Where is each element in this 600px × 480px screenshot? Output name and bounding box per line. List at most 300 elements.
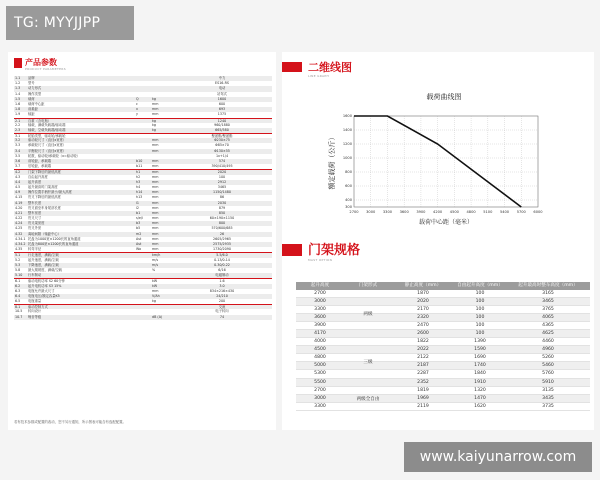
mast-cell: 4460	[542, 339, 554, 345]
spec-cell-no: 1.2	[15, 81, 21, 86]
spec-cell-no: 6.1	[15, 279, 21, 284]
spec-cell-sym	[136, 315, 152, 320]
spec-cell-no: 6.5	[15, 299, 21, 304]
mast-cell: 2119	[417, 403, 429, 409]
spec-cell-no: 4.35	[15, 247, 23, 252]
spec-cell-unit: kg	[152, 118, 157, 123]
spec-cell-unit: mm	[152, 174, 159, 179]
mast-cell: 2170	[417, 307, 429, 313]
x-tick-label: 4500	[449, 210, 459, 214]
spec-cell-unit: mm	[152, 159, 159, 163]
x-tick-label: 3600	[399, 210, 409, 214]
spec-cell-no: 4.32	[15, 231, 23, 236]
mast-cell: 100	[475, 323, 485, 329]
spec-cell-desc: 轴载，空载负载端/驱动端	[28, 127, 66, 132]
spec-cell-sym: b5	[136, 226, 141, 231]
watermark: www.kaiyunarrow.com	[404, 442, 592, 472]
spec-cell-desc: 动力形式	[28, 86, 42, 91]
mast-cell: 100	[475, 307, 485, 313]
mast-cell: 2700	[314, 387, 326, 393]
x-tick-label: 5400	[499, 210, 510, 214]
spec-cell-unit: mm	[152, 143, 159, 148]
spec-cell-unit: mm	[152, 210, 159, 215]
spec-cell-val: 1240	[217, 118, 227, 123]
spec-cell-desc: 平衡轮尺寸（直径x宽度）	[28, 148, 67, 153]
y-tick-label: 1600	[342, 114, 352, 119]
x-tick-label: 2700	[349, 210, 359, 214]
spec-cell-sym: b11	[136, 164, 143, 169]
chart-title: 载荷曲线图	[426, 93, 462, 101]
spec-cell-val: 665/580	[215, 127, 229, 132]
spec-cell-unit: mm	[152, 138, 159, 143]
spec-cell-desc: 承载轮尺寸（直径x宽度）	[28, 143, 67, 148]
mast-cell: 3900	[314, 323, 326, 329]
mast-cell: 2022	[417, 347, 429, 353]
x-tick-label: 4200	[433, 210, 443, 214]
spec-cell-desc: 后轮距，承载端	[28, 164, 52, 169]
spec-cell-val: 24/210	[216, 293, 228, 298]
spec-cell-val: 1375	[217, 112, 227, 117]
mast-table	[296, 282, 590, 411]
spec-cell-unit: mm	[152, 231, 159, 236]
spec-row	[14, 128, 272, 133]
spec-cell-no: 4.34.1	[15, 236, 26, 241]
spec-cell-val: 693	[218, 107, 226, 112]
spec-cell-desc: 行走速度，满载/空载	[28, 253, 59, 258]
spec-table	[14, 76, 272, 320]
spec-cell-no: 4.4	[15, 179, 21, 184]
spec-cell-unit: mm	[152, 288, 159, 293]
mast-cell: 2020	[417, 299, 429, 305]
spec-cell-desc: 最大爬坡度，满载/空载	[28, 267, 63, 272]
mast-cell: 5300	[314, 371, 326, 377]
spec-cell-unit: kg	[152, 299, 157, 304]
mast-cell: 3435	[542, 395, 554, 401]
spec-cell-val: ES16-RS	[215, 81, 229, 86]
mast-cell: 1470	[474, 395, 486, 401]
spec-cell-val: 1x+1/4	[215, 153, 229, 158]
mast-type-label: 两级	[363, 312, 373, 318]
x-axis-label: 载荷中心距（毫米）	[418, 219, 474, 226]
spec-cell-no: 1.4	[15, 91, 21, 96]
spec-cell-no: 6.3	[15, 288, 21, 293]
mast-cell: 3465	[542, 299, 554, 305]
spec-cell-unit: mm	[152, 216, 159, 221]
spec-cell-no: 4.20	[15, 205, 23, 210]
spec-cell-desc: 托盘为800宽×1200长的直角通道	[28, 242, 79, 246]
x-tick-label: 3000	[366, 210, 376, 214]
mast-row	[296, 338, 590, 346]
spec-row	[14, 273, 272, 278]
mast-cell: 2187	[417, 363, 429, 369]
spec-cell-sym: x	[136, 107, 138, 112]
spec-cell-desc: 自由起升高度	[28, 174, 48, 179]
spec-cell-sym: h13	[136, 195, 143, 200]
mast-cell: 3765	[542, 307, 554, 313]
spec-cell-desc: 轮胎类型，驱动轮/承载轮	[28, 134, 66, 139]
spec-cell-unit: mm	[152, 247, 159, 252]
spec-cell-unit: mm	[152, 184, 159, 189]
spec-cell-desc: 托盘为1000宽×1200长的直角通道	[28, 236, 81, 241]
spec-cell-val: 26	[219, 231, 225, 236]
spec-cell-val: 60×190×1150	[209, 216, 235, 221]
spec-cell-unit: dB (A)	[152, 314, 163, 319]
spec-cell-sym: Ast	[136, 242, 142, 246]
spec-cell-unit: kg	[152, 122, 157, 127]
spec-cell-val: 5.5/6.0	[216, 253, 228, 258]
spec-cell-desc: 自重（含电瓶）	[28, 118, 52, 123]
spec-cell-sym: h2	[136, 174, 141, 179]
spec-row	[14, 164, 272, 169]
mast-row	[296, 379, 590, 387]
spec-row	[14, 299, 272, 304]
mast-header-cell: 静止高度（mm）	[404, 283, 442, 288]
spec-cell-val: 1730/2090	[213, 247, 231, 252]
mast-cell: 5460	[542, 363, 554, 369]
mast-cell: 4960	[542, 347, 554, 353]
spec-cell-val: Φ130×55	[214, 148, 230, 153]
mast-cell: 1819	[417, 387, 429, 393]
spec-cell-desc: 起升高度	[28, 179, 42, 184]
spec-cell-val: Φ85×70	[215, 143, 229, 148]
spec-cell-sym: b10	[136, 159, 143, 163]
mast-cell: 3600	[314, 315, 326, 321]
mast-cell: 5000	[314, 363, 326, 369]
spec-cell-sym: Wa	[136, 247, 142, 252]
spec-cell-desc: 驱动控制方式	[28, 305, 48, 310]
mast-cell: 4625	[542, 331, 554, 337]
spec-cell-no: 4.25	[15, 226, 23, 231]
product-parameters-page	[8, 52, 276, 430]
y-tick-label: 1200	[342, 142, 352, 147]
spec-cell-no: 5.8	[15, 267, 21, 272]
spec-note: 若有技术参数或配置的改动，恕不另行通知，所示图表可能含有选配配置。	[14, 420, 126, 424]
spec-cell-desc: 转向设计	[28, 309, 42, 314]
spec-cell-no: 4.15	[15, 195, 23, 200]
spec-cell-sym: Q	[136, 96, 139, 101]
spec-cell-val: 834×216×430	[209, 288, 235, 293]
spec-cell-unit: kg	[152, 127, 157, 132]
mast-header-cell: 门架形式	[358, 283, 378, 288]
spec-cell-desc: 电瓶允许最大尺寸	[28, 288, 55, 293]
mast-type-spacer	[344, 330, 392, 337]
mast-header-cell: 自由起升高度（mm）	[457, 283, 503, 288]
graph-subtitle: LINE GRAPH	[308, 74, 330, 78]
spec-cell-no: 8.1	[15, 305, 21, 310]
spec-cell-unit: mm	[152, 236, 159, 241]
spec-cell-val: 1150/1480	[213, 190, 231, 195]
mast-row	[296, 346, 590, 354]
spec-cell-unit: V/Ah	[152, 293, 160, 298]
mast-row	[296, 290, 590, 298]
mast-cell: 2320	[417, 315, 429, 321]
mast-cell: 4500	[314, 347, 326, 353]
spec-cell-val: 200	[218, 299, 226, 304]
spec-cell-sym: h3	[136, 179, 141, 184]
mast-section-header	[282, 244, 360, 262]
spec-cell-no: 4.21	[15, 210, 23, 215]
spec-cell-val: 交流	[218, 305, 226, 310]
spec-cell-sym	[136, 299, 152, 304]
spec-cell-desc: 操作位置手柄杆最小/最大高度	[28, 190, 72, 195]
mast-cell: 1822	[417, 339, 429, 345]
mast-row	[296, 306, 590, 314]
spec-cell-unit: mm	[152, 164, 159, 169]
mast-cell: 3300	[314, 403, 326, 409]
mast-type-spacer	[344, 387, 392, 394]
spec-cell-sym: l1	[136, 200, 140, 205]
mast-cell: 2122	[417, 355, 429, 361]
spec-cell-no: 1.1	[15, 76, 21, 80]
spec-cell-unit: kW	[152, 283, 158, 288]
mast-cell: 1690	[474, 355, 486, 361]
spec-cell-sym	[136, 128, 152, 133]
spec-cell-unit: mm	[152, 107, 159, 112]
spec-cell-val: 电磁制动	[215, 273, 229, 278]
mast-row	[296, 403, 590, 411]
mast-cell: 5910	[542, 379, 554, 385]
spec-cell-sym: l2	[136, 205, 140, 210]
spec-cell-no: 10.7	[15, 314, 23, 319]
spec-cell-unit: mm	[152, 148, 159, 153]
mast-cell: 4170	[314, 331, 326, 337]
x-tick-label: 3300	[382, 210, 393, 214]
spec-cell-sym: b3	[136, 221, 141, 226]
graph-and-mast-page	[282, 52, 594, 430]
mast-type-spacer	[344, 338, 392, 345]
spec-cell-no: 5.10	[15, 273, 23, 278]
spec-cell-no: 1.8	[15, 107, 21, 112]
y-axis-label: 额定载荷（公斤）	[328, 133, 336, 190]
mast-row	[296, 330, 590, 338]
spec-cell-desc: 货叉下降后的最低高度	[28, 195, 61, 200]
spec-cell-unit: kg	[152, 96, 157, 101]
spec-cell-desc: 操作类型	[28, 91, 42, 96]
spec-cell-val: 600	[218, 101, 226, 106]
spec-cell-desc: 轴距	[28, 112, 35, 117]
spec-cell-unit: mm	[152, 242, 159, 246]
spec-cell-val: 879	[218, 205, 226, 210]
mast-cell: 1969	[417, 395, 429, 401]
spec-cell-val: 74	[219, 314, 225, 319]
mast-cell: 3135	[542, 387, 554, 393]
spec-cell-unit: mm	[152, 195, 159, 200]
spec-cell-val: 86	[219, 195, 225, 200]
spec-cell-no: 4.3	[15, 174, 21, 179]
spec-cell-unit: %	[152, 267, 156, 272]
spec-cell-val: 2575/2935	[213, 242, 231, 246]
mast-cell: 1870	[417, 291, 429, 296]
spec-cell-val: 3465	[217, 184, 227, 189]
spec-cell-val: 1600	[217, 96, 227, 101]
mast-row	[296, 298, 590, 306]
mast-header-cell: 起升高度	[310, 283, 330, 288]
spec-cell-no: 2.1	[15, 118, 21, 123]
spec-cell-desc: 噪音等级	[28, 314, 42, 319]
mast-row	[296, 322, 590, 330]
y-tick-label: 1000	[342, 156, 352, 161]
mast-cell: 1740	[474, 363, 486, 369]
spec-cell-val: 电动	[218, 86, 226, 91]
spec-cell-no: 4.9	[15, 190, 21, 195]
spec-cell-desc: 电瓶重量	[28, 299, 42, 304]
spec-cell-no: 2.3	[15, 127, 21, 132]
mast-row	[296, 354, 590, 362]
spec-cell-no: 3.2	[15, 138, 21, 143]
mast-type-spacer	[344, 370, 392, 377]
spec-cell-sym: h14	[136, 190, 143, 195]
spec-cell-val: 2020	[217, 170, 227, 175]
spec-cell-val: 中力	[218, 76, 226, 80]
x-tick-label: 5100	[483, 210, 493, 214]
spec-cell-unit	[152, 273, 172, 278]
spec-cell-desc: 驱动轮尺寸（直径x宽度）	[28, 138, 67, 143]
spec-cell-val: 574	[218, 159, 226, 163]
mast-cell: 1620	[474, 403, 486, 409]
mast-cell: 2600	[417, 331, 429, 337]
mast-type-spacer	[344, 290, 392, 297]
spec-cell-unit: mm	[152, 226, 159, 231]
mast-cell: 5260	[542, 355, 554, 361]
y-tick-label: 400	[345, 198, 352, 203]
y-tick-label: 300	[345, 205, 352, 210]
spec-cell-no: 1.6	[15, 101, 21, 106]
mast-cell: 3165	[542, 291, 554, 296]
mast-type-label: 两级全自由	[356, 396, 380, 402]
spec-cell-desc: 载荷	[28, 96, 35, 101]
spec-subtitle: PRODUCT PARAMETERS	[25, 67, 66, 71]
mast-cell: 100	[475, 291, 485, 296]
spec-cell-no: 3.3	[15, 143, 21, 148]
mast-cell: 3300	[314, 307, 326, 313]
mast-header-cell: 起升最高时整车高度（mm）	[518, 283, 578, 288]
spec-cell-no: 3.6	[15, 159, 21, 163]
mast-type-spacer	[344, 322, 392, 329]
spec-cell-val: 800	[218, 221, 226, 226]
spec-section-header	[14, 58, 66, 71]
spec-cell-desc: 驱动电机功率 S2 60分钟	[28, 279, 65, 284]
tag-label: TG: MYYJJPP	[6, 6, 134, 40]
spec-cell-unit: mm	[152, 221, 159, 226]
spec-cell-val: 6/16	[218, 267, 226, 272]
spec-cell-desc: 起升速度，满载/空载	[28, 257, 59, 262]
spec-cell-desc: 下降速度，满载/空载	[28, 262, 59, 267]
spec-row	[14, 112, 272, 117]
spec-cell-desc: 转弯半径	[28, 247, 42, 252]
graph-title: 二维线图	[308, 61, 352, 74]
spec-cell-desc: 轮数，驱动轮/承载轮（x=驱动轮）	[28, 153, 80, 158]
section-accent-bar	[282, 244, 302, 256]
spec-cell-desc: 货叉架宽度	[28, 221, 45, 226]
mast-cell: 100	[475, 331, 485, 337]
spec-cell-sym: b1	[136, 210, 141, 215]
x-tick-label: 6000	[533, 210, 543, 214]
mast-row	[296, 370, 590, 378]
spec-cell-desc: 载荷中心距	[28, 101, 45, 106]
mast-cell: 3000	[314, 395, 326, 401]
mast-cell: 100	[475, 299, 485, 305]
spec-cell-no: 4.2	[15, 170, 21, 175]
spec-cell-desc: 整车宽度	[28, 210, 42, 215]
mast-cell: 1590	[474, 347, 486, 353]
mast-type-spacer	[344, 346, 392, 353]
mast-type-label: 三级	[363, 360, 373, 366]
spec-cell-desc: 离地间隙（轴距中心）	[28, 231, 61, 236]
mast-table-header	[296, 282, 590, 290]
mast-cell: 2470	[417, 323, 429, 329]
spec-cell-sym: h1	[136, 170, 141, 175]
spec-cell-unit: mm	[152, 205, 159, 210]
spec-row	[14, 315, 272, 320]
x-tick-label: 4800	[466, 210, 476, 214]
spec-cell-unit: mm	[152, 190, 159, 195]
y-tick-label: 1400	[342, 128, 352, 133]
spec-cell-desc: 起升最高时门架高度	[28, 184, 58, 189]
spec-cell-no: 10.5	[15, 309, 23, 314]
spec-cell-val: 聚氨酯/聚氨酯	[211, 134, 233, 139]
mast-row	[296, 362, 590, 370]
spec-cell-val: 0.13/0.14	[214, 257, 230, 262]
x-tick-label: 3900	[416, 210, 426, 214]
spec-cell-desc: 品牌	[28, 76, 35, 80]
mast-cell: 4000	[314, 339, 326, 345]
spec-cell-desc: 货叉外宽	[28, 226, 42, 231]
spec-cell-sym: h4	[136, 184, 141, 189]
mast-cell: 100	[475, 315, 485, 321]
spec-cell-val: 390/410/495	[211, 164, 233, 169]
spec-cell-unit: mm	[152, 101, 159, 106]
mast-type-spacer	[344, 298, 392, 305]
spec-cell-sym: m2	[136, 231, 142, 236]
spec-cell-desc: 前悬距	[28, 107, 38, 112]
spec-cell-no: 2.2	[15, 122, 21, 127]
spec-cell-desc: 前轮距，承载端	[28, 159, 52, 163]
spec-cell-val: Φ230×75	[214, 138, 230, 143]
y-tick-label: 600	[345, 184, 352, 189]
spec-row	[14, 247, 272, 252]
spec-cell-val: 2605/2965	[213, 236, 231, 241]
spec-cell-no: 5.1	[15, 253, 21, 258]
mast-row	[296, 314, 590, 322]
spec-cell-no: 4.22	[15, 216, 23, 221]
mast-cell: 1840	[474, 371, 486, 377]
mast-cell: 2352	[417, 379, 429, 385]
spec-cell-desc: 行车制动	[28, 273, 42, 278]
spec-cell-no: 5.3	[15, 262, 21, 267]
mast-cell: 3000	[314, 299, 326, 305]
mast-cell: 4065	[542, 315, 554, 321]
spec-cell-desc: 轴载，满载负载端/驱动端	[28, 122, 66, 127]
spec-cell-no: 3.1	[15, 134, 21, 139]
mast-title: 门架规格	[308, 243, 361, 258]
spec-cell-no: 3.5	[15, 153, 21, 158]
mast-cell: 4365	[542, 323, 554, 329]
spec-cell-val: 2912	[217, 179, 227, 184]
spec-cell-unit: mm	[152, 170, 159, 175]
mast-cell: 5500	[314, 379, 326, 385]
spec-cell-desc: 起升电机功率 S3 15%	[28, 283, 62, 288]
spec-cell-val: 电子转向	[215, 309, 229, 314]
spec-cell-unit: kW	[152, 279, 158, 284]
spec-cell-no: 4.34.2	[15, 242, 26, 246]
load-curve-chart	[282, 52, 594, 252]
spec-cell-desc: 整车长度	[28, 200, 42, 205]
mast-cell: 2287	[417, 371, 429, 377]
spec-cell-no: 1.5	[15, 96, 21, 101]
mast-row	[296, 387, 590, 395]
spec-cell-sym: s/e/l	[136, 216, 143, 221]
mast-cell: 2700	[314, 291, 326, 296]
